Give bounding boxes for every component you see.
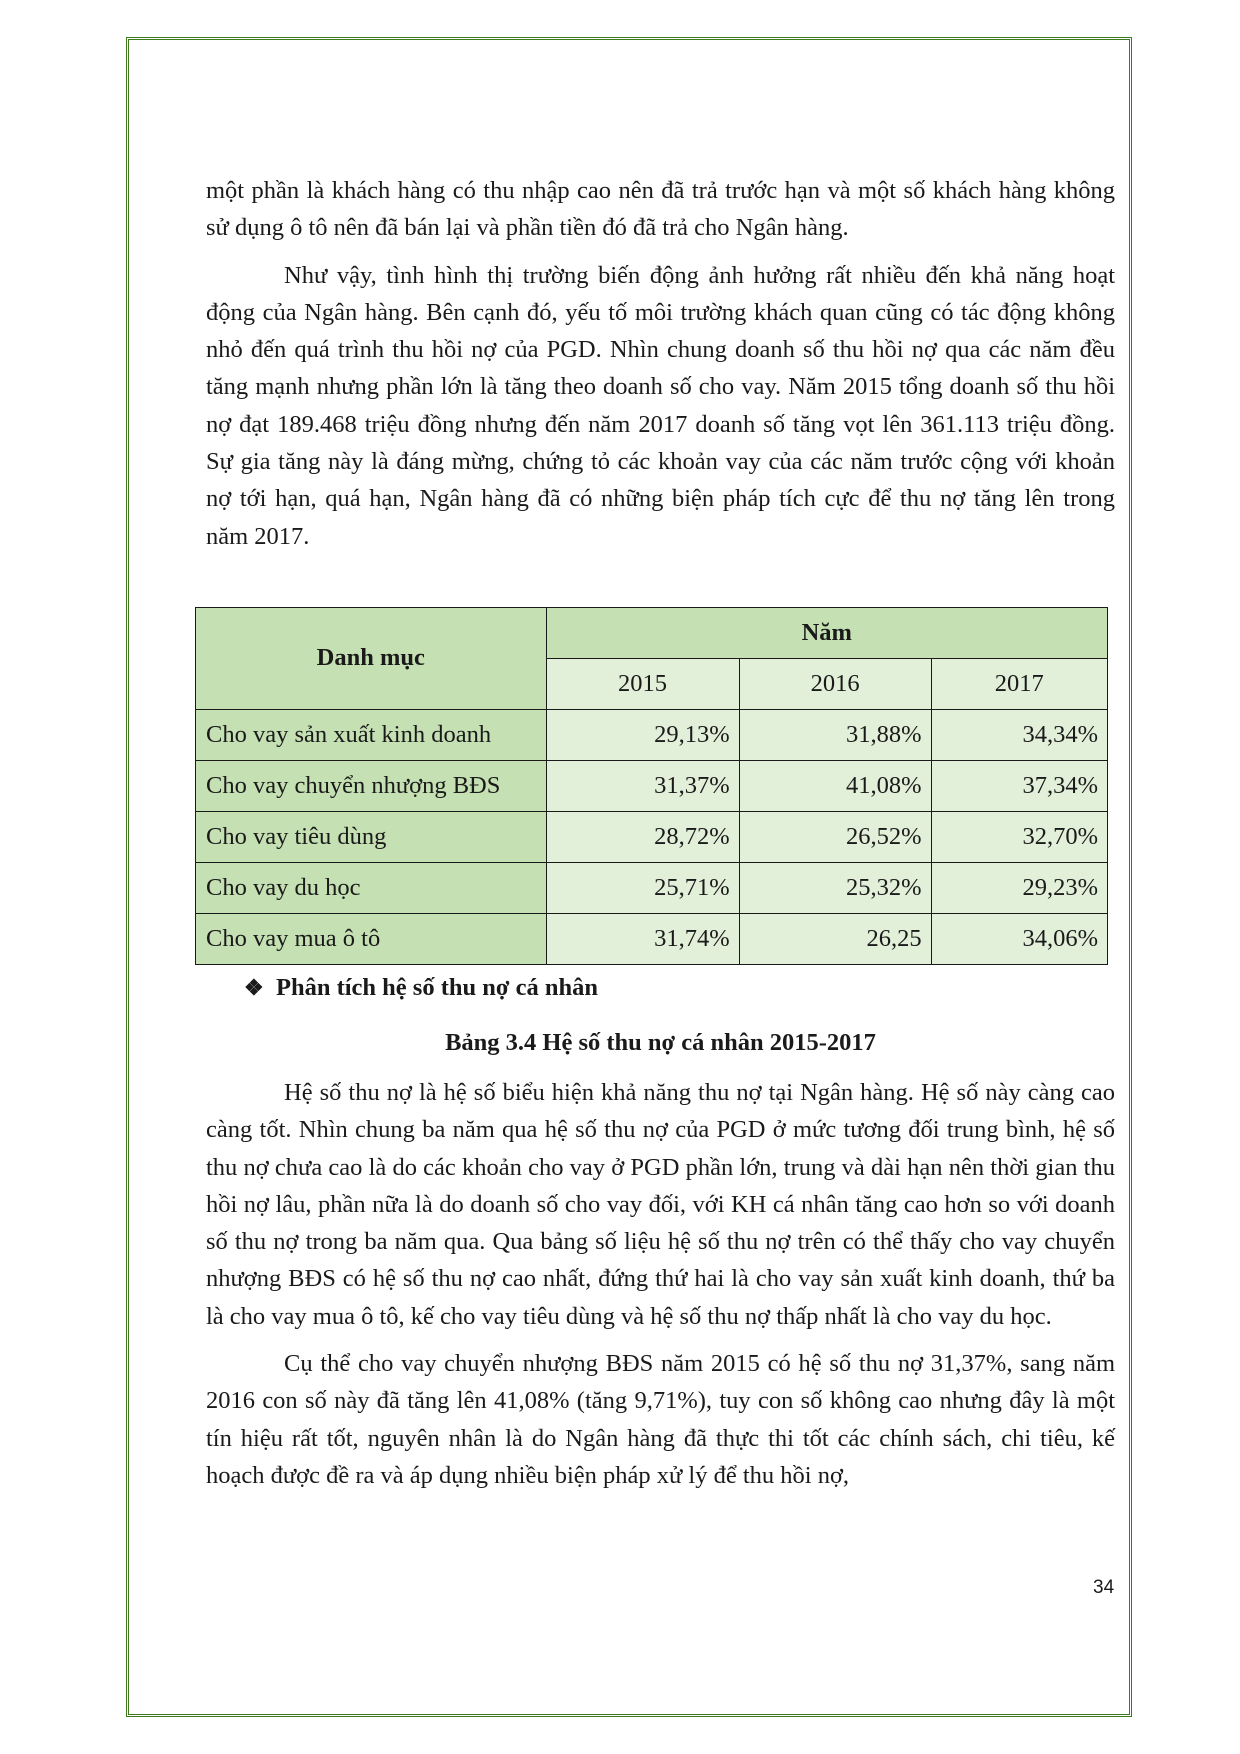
row-value: 34,06% [931,913,1107,964]
row-value: 29,13% [546,709,739,760]
table-row [196,709,1108,760]
section-heading [206,971,1115,1005]
row-category: Cho vay mua ô tô [196,913,547,964]
row-value: 34,34% [931,709,1107,760]
paragraph-coefficient-intro: Hệ số thu nợ là hệ số biểu hiện khả năng thu nợ tại Ngân hàng. Hệ số này càng cao càng tốt. Nhìn chung ba năm qua hệ số thu nợ của PGD ở mức tương đối trung bình, hệ số thu nợ chưa cao là do các khoản cho vay ở PGD phần lớn, trung và dài hạn nên thời gian thu hồi nợ lâu, phần nữa là do doanh số cho vay đối, với KH cá nhân tăng cao hơn so với doanh số thu nợ trong ba năm qua. Qua bảng số liệu hệ số thu nợ trên có thể thấy cho vay chuyển nhượng BĐS có hệ số thu nợ cao nhất, đứng thứ hai là cho vay sản xuất kinh doanh, thứ ba là cho vay mua ô tô, kế cho vay tiêu dùng và hệ số thu nợ thấp nhất là cho vay du học. [206,1078,1115,1330]
table-row [196,913,1108,964]
table-row [196,811,1108,862]
row-value: 25,71% [546,862,739,913]
row-value: 32,70% [931,811,1107,862]
row-value: 41,08% [739,760,931,811]
paragraph-detail: Cụ thể cho vay chuyển nhượng BĐS năm 2015 có hệ số thu nợ 31,37%, sang năm 2016 con số này đã tăng lên 41,08% (tăng 9,71%), tuy con số không cao nhưng đây là một tín hiệu rất tốt, nguyên nhân là do Ngân hàng đã thực thi tốt các chính sách, chi tiêu, kế hoạch được đề ra và áp dụng nhiều biện pháp xử lý để thu hồi nợ, [206,1350,1115,1489]
row-value: 31,37% [546,760,739,811]
table-header-row [196,607,1108,658]
header-year-group: Năm [546,607,1108,658]
coefficient-table [195,607,1108,965]
row-value: 26,52% [739,811,931,862]
header-year-2015: 2015 [546,658,739,709]
page-content [206,172,1115,1494]
table-caption: Bảng 3.4 Hệ số thu nợ cá nhân 2015-2017 [445,1028,876,1056]
header-year-2017: 2017 [931,658,1107,709]
row-category: Cho vay tiêu dùng [196,811,547,862]
row-category: Cho vay du học [196,862,547,913]
row-value: 25,32% [739,862,931,913]
table-row [196,760,1108,811]
row-value: 29,23% [931,862,1107,913]
paragraph-continuation: một phần là khách hàng có thu nhập cao nên đã trả trước hạn và một số khách hàng không sử dụng ô tô nên đã bán lại và phần tiền đó đã trả cho Ngân hàng. [206,177,1115,242]
row-value: 31,74% [546,913,739,964]
header-year-2016: 2016 [739,658,931,709]
diamond-bullet-icon: ❖ [244,974,264,1000]
page-number: 34 [1093,1577,1115,1598]
row-category: Cho vay sản xuất kinh doanh [196,709,547,760]
row-value: 26,25 [739,913,931,964]
header-category: Danh mục [196,607,547,709]
row-value: 28,72% [546,811,739,862]
row-category: Cho vay chuyển nhượng BĐS [196,760,547,811]
row-value: 37,34% [931,760,1107,811]
row-value: 31,88% [739,709,931,760]
table-row [196,862,1108,913]
section-heading-text: Phân tích hệ số thu nợ cá nhân [276,973,598,1001]
paragraph-summary: Như vậy, tình hình thị trường biến động ảnh hưởng rất nhiều đến khả năng hoạt động của Ngân hàng. Bên cạnh đó, yếu tố môi trường khách quan cũng có tác động không nhỏ đến quá trình thu hồi nợ của PGD. Nhìn chung doanh số thu hồi nợ qua các năm đều tăng mạnh nhưng phần lớn là tăng theo doanh số cho vay. Năm 2015 tổng doanh số thu hồi nợ đạt 189.468 triệu đồng nhưng đến năm 2017 doanh số tăng vọt lên 361.113 triệu đồng. Sự gia tăng này là đáng mừng, chứng tỏ các khoản vay của các năm trước cộng với khoản nợ tới hạn, quá hạn, Ngân hàng đã có những biện pháp tích cực để thu nợ tăng lên trong năm 2017. [206,261,1115,550]
